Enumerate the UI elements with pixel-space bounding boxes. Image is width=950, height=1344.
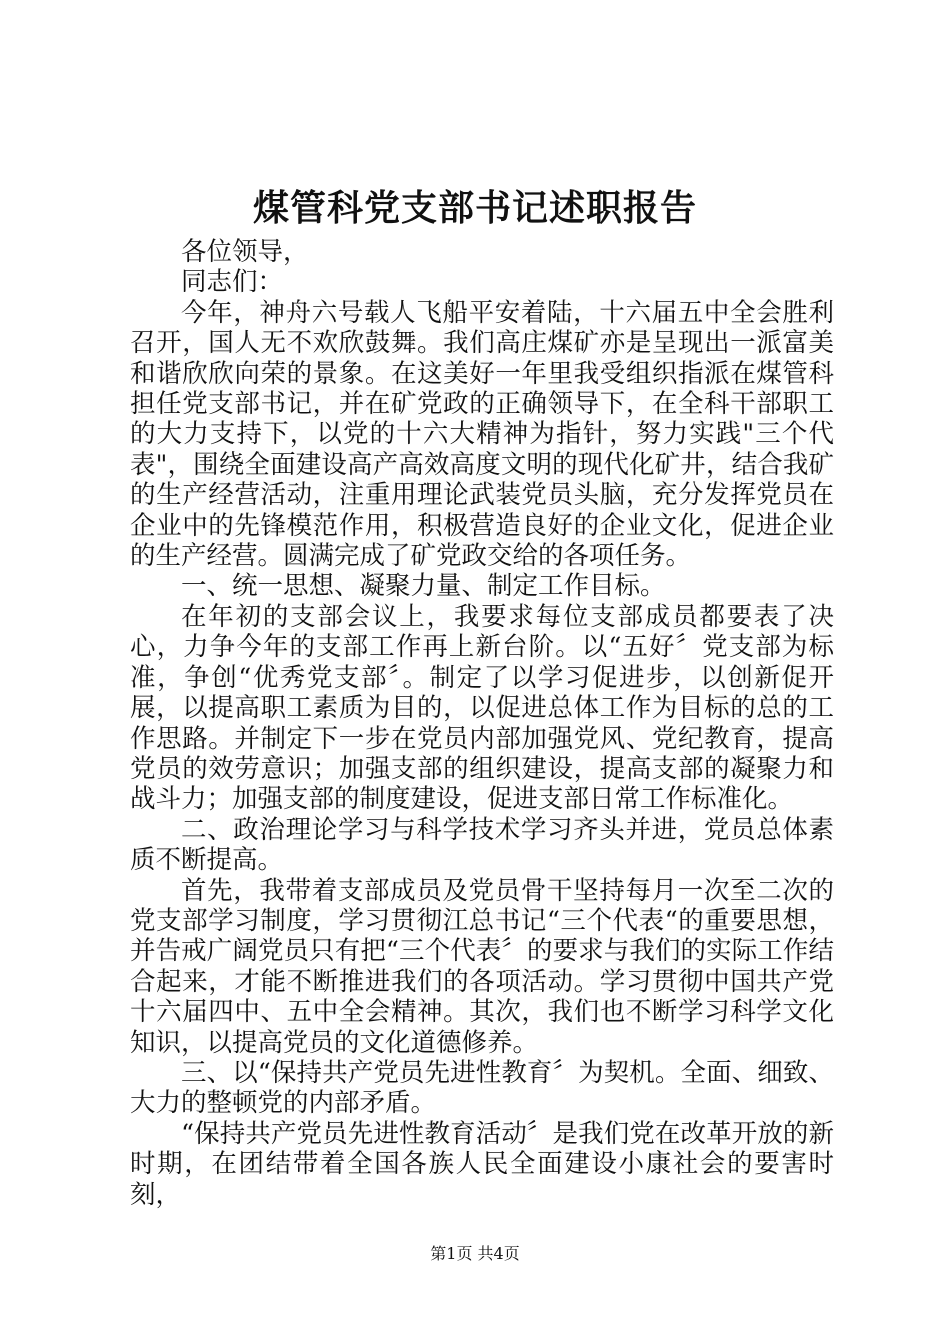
salutation-comrades: 同志们： [181,267,284,298]
paragraph-section-3: “保持共产党员先进性教育活动〞是我们党在改革开放的新时期，在团结带着全国各族人民全面建设小康社会的要害时刻， [130,1118,834,1210]
paragraph-section-2: 首先，我带着支部成员及党员骨干坚持每月一次至二次的党支部学习制度，学习贯彻江总书记“三个代表“的重要思想，并告戒广阔党员只有把“三个代表〞的要求与我们的实际工作结合起来，才能不断推进我们的各项活动。学习贯彻中国共产党十六届四中、五中全会精神。其次，我们也不断学习科学文化知识，以提高党员的文化道德修养。 [130,875,834,1058]
document-title: 煤管科党支部书记述职报告 [252,187,697,229]
salutation-leaders: 各位领导， [181,237,309,267]
section-heading-2: 二、政治理论学习与科学技术学习齐头并进，党员总体素质不断提高。 [130,814,834,876]
section-heading-1: 一、统一思想、凝聚力量、制定工作目标。 [181,571,666,602]
document-body [130,237,834,1210]
paragraph-section-1: 在年初的支部会议上，我要求每位支部成员都要表了决心，力争今年的支部工作再上新台阶。以“五好〞党支部为标准，争创“优秀党支部〞。制定了以学习促进步，以创新促开展，以提高职工素质为目的，以促进总体工作为目标的总的工作思路。并制定下一步在党员内部加强党风、党纪教育，提高党员的效劳意识；加强支部的组织建设，提高支部的凝聚力和战斗力；加强支部的制度建设，促进支部日常工作标准化。 [130,601,834,815]
page-footer: 第1页 共4页 [430,1244,520,1263]
section-heading-3: 三、以“保持共产党员先进性教育〞为契机。全面、细致、大力的整顿党的内部矛盾。 [130,1057,834,1119]
paragraph-intro: 今年，神舟六号载人飞船平安着陆，十六届五中全会胜利召开，国人无不欢欣鼓舞。我们高庄煤矿亦是呈现出一派富美和谐欣欣向荣的景象。在这美好一年里我受组织指派在煤管科担任党支部书记，并在矿党政的正确领导下，在全科干部职工的大力支持下，以党的十六大精神为指针，努力实践"三个代表"，围绕全面建设高产高效高度文明的现代化矿井，结合我矿的生产经营活动，注重用理论武装党员头脑，充分发挥党员在企业中的先锋模范作用，积极营造良好的企业文化，促进企业的生产经营。圆满完成了矿党政交给的各项任务。 [130,297,834,572]
